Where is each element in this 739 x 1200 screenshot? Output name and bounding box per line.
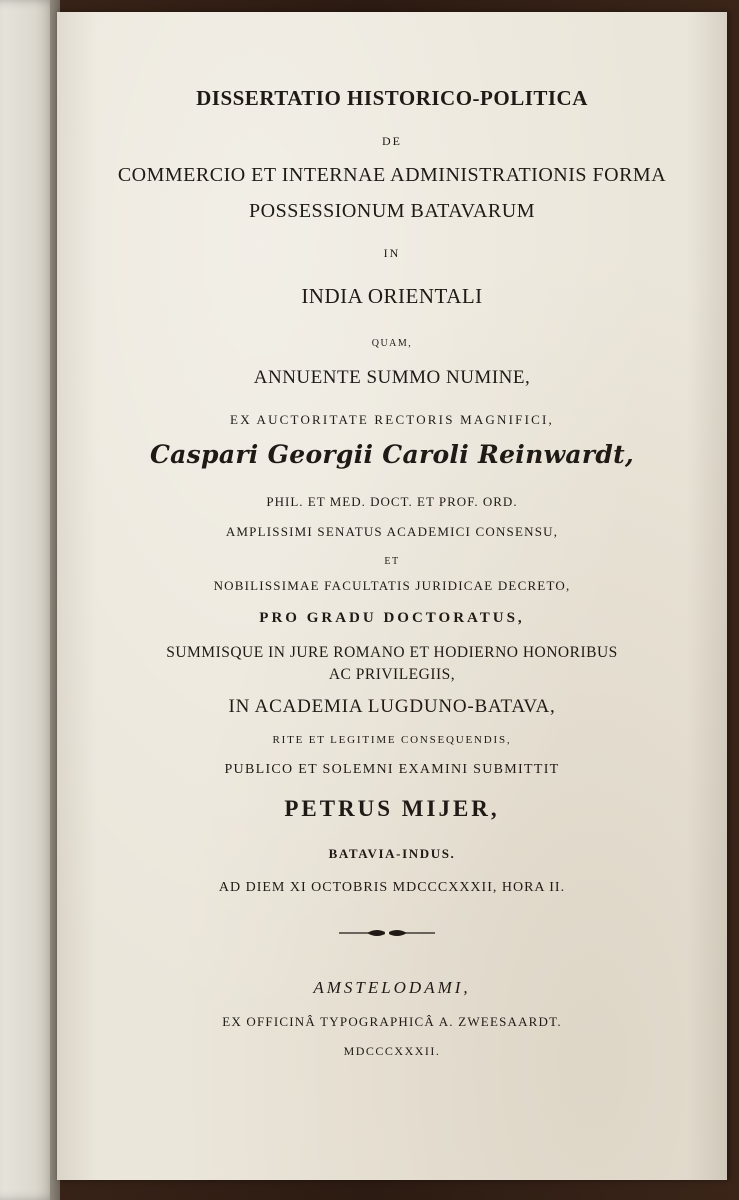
subject-line-1: COMMERCIO ET INTERNAE ADMINISTRATIONIS FORMA	[117, 164, 667, 186]
decorative-rule-icon	[337, 926, 437, 940]
printer-line: EX OFFICINÂ TYPOGRAPHICÂ A. ZWEESAARDT.	[222, 1014, 562, 1029]
pro-gradu-line: PRO GRADU DOCTORATUS,	[259, 610, 525, 626]
privilegiis-line: AC PRIVILEGIIS,	[328, 666, 456, 683]
dissertation-title: DISSERTATIO HISTORICO-POLITICA	[196, 86, 588, 110]
subject-line-2: POSSESSIONUM BATAVARUM	[249, 200, 535, 222]
rector-titles: PHIL. ET MED. DOCT. ET PROF. ORD.	[266, 494, 518, 509]
auctoritate-line: EX AUCTORITATE RECTORIS MAGNIFICI,	[230, 412, 554, 427]
in-label: IN	[383, 246, 401, 260]
rector-name: Caspari Georgii Caroli Reinwardt,	[149, 440, 635, 469]
date-line: AD DIEM XI OCTOBRIS MDCCCXXXII, HORA II.	[218, 880, 566, 895]
publico-line: PUBLICO ET SOLEMNI EXAMINI SUBMITTIT	[224, 762, 560, 777]
de-label: DE	[382, 134, 402, 148]
et-label: ET	[384, 556, 400, 567]
region-line: INDIA ORIENTALI	[301, 284, 483, 308]
senatus-line: AMPLISSIMI SENATUS ACADEMICI CONSENSU,	[225, 524, 559, 539]
quam-label: QUAM,	[371, 338, 413, 349]
author-name: PETRUS MIJER,	[284, 796, 500, 821]
facultatis-line: NOBILISSIMAE FACULTATIS JURIDICAE DECRETO,	[213, 578, 571, 593]
publication-year: MDCCCXXXII.	[343, 1044, 441, 1058]
rite-line: RITE ET LEGITIME CONSEQUENDIS,	[272, 734, 512, 746]
academia-line: IN ACADEMIA LUGDUNO-BATAVA,	[228, 696, 556, 717]
summisque-line: SUMMISQUE IN JURE ROMANO ET HODIERNO HONORIBUS	[166, 644, 618, 661]
annuente-line: ANNUENTE SUMMO NUMINE,	[253, 367, 531, 388]
city-line: AMSTELODAMI,	[313, 978, 471, 997]
author-origin: BATAVIA-INDUS.	[328, 846, 456, 861]
title-page	[57, 12, 727, 1180]
